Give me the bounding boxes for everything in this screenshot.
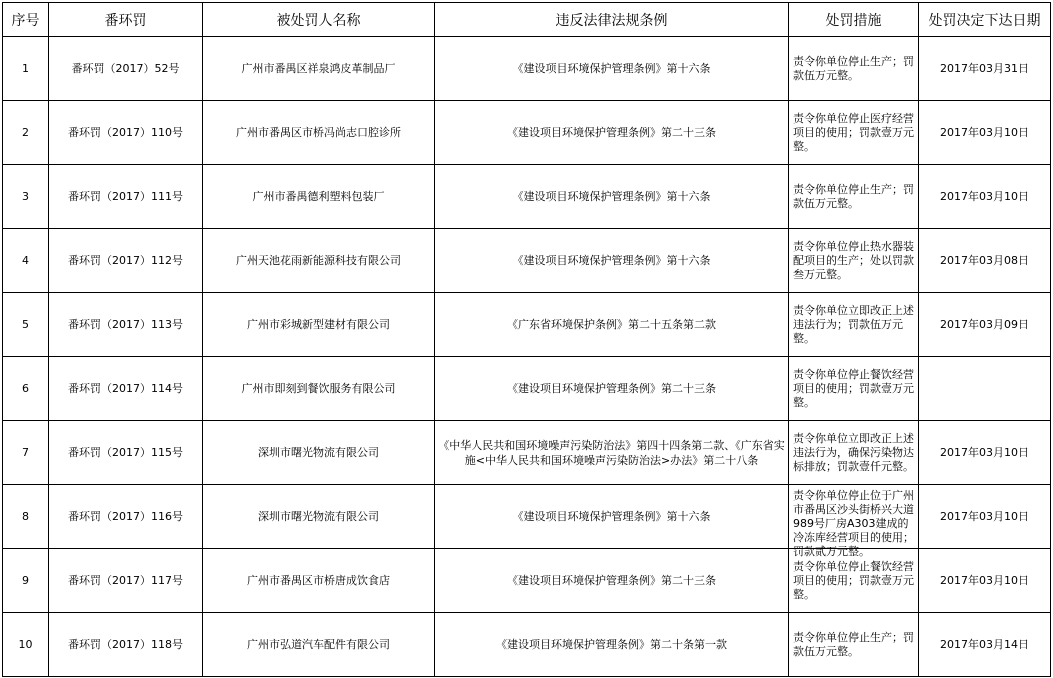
cell-name[interactable]: 广州市番禺区市桥唐成饮食店 (203, 549, 435, 613)
cell-measure[interactable] (789, 485, 919, 558)
cell-no[interactable]: 4 (3, 229, 49, 293)
cell-code[interactable]: 番环罚（2017）116号 (49, 485, 203, 549)
cell-name[interactable]: 广州市番禺区市桥冯尚志口腔诊所 (203, 101, 435, 165)
cell-name[interactable]: 广州天池花雨新能源科技有限公司 (203, 229, 435, 293)
cell-law[interactable]: 《建设项目环境保护管理条例》第十六条 (435, 165, 789, 229)
measure-text: 责令你单位立即改正上述违法行为；罚款伍万元整。 (793, 303, 914, 345)
cell-code[interactable]: 番环罚（2017）118号 (49, 613, 203, 677)
cell-measure[interactable] (789, 101, 919, 165)
table-row (3, 357, 1051, 421)
header-cell-law[interactable]: 违反法律法规条例 (435, 3, 789, 37)
table-row (3, 165, 1051, 229)
cell-date[interactable]: 2017年03月14日 (919, 613, 1051, 677)
cell-law[interactable]: 《中华人民共和国环境噪声污染防治法》第四十四条第二款、《广东省实施<中华人民共和国环境噪声污染防治法>办法》第二十八条 (435, 421, 789, 485)
measure-text: 责令你单位停止生产；罚款伍万元整。 (793, 182, 914, 210)
cell-measure[interactable] (789, 421, 919, 485)
cell-date[interactable]: 2017年03月10日 (919, 165, 1051, 229)
cell-law[interactable]: 《建设项目环境保护管理条例》第二十三条 (435, 101, 789, 165)
cell-law[interactable]: 《建设项目环境保护管理条例》第二十三条 (435, 549, 789, 613)
cell-name[interactable]: 广州市即刻到餐饮服务有限公司 (203, 357, 435, 421)
table-row (3, 293, 1051, 357)
cell-name[interactable]: 深圳市曙光物流有限公司 (203, 485, 435, 549)
cell-law[interactable]: 《建设项目环境保护管理条例》第二十三条 (435, 357, 789, 421)
header-cell-name[interactable]: 被处罚人名称 (203, 3, 435, 37)
cell-date[interactable]: 2017年03月31日 (919, 37, 1051, 101)
cell-code[interactable]: 番环罚（2017）52号 (49, 37, 203, 101)
cell-code[interactable]: 番环罚（2017）113号 (49, 293, 203, 357)
penalty-table (2, 2, 1051, 677)
cell-measure[interactable] (789, 229, 919, 293)
cell-date[interactable] (919, 357, 1051, 421)
measure-text: 责令你单位停止生产；罚款伍万元整。 (793, 630, 914, 658)
cell-law[interactable]: 《广东省环境保护条例》第二十五条第二款 (435, 293, 789, 357)
cell-date[interactable]: 2017年03月10日 (919, 549, 1051, 613)
cell-name[interactable]: 广州市弘道汽车配件有限公司 (203, 613, 435, 677)
table-row (3, 421, 1051, 485)
cell-no[interactable]: 5 (3, 293, 49, 357)
cell-no[interactable]: 1 (3, 37, 49, 101)
cell-no[interactable]: 8 (3, 485, 49, 549)
cell-no[interactable]: 6 (3, 357, 49, 421)
cell-law[interactable]: 《建设项目环境保护管理条例》第二十条第一款 (435, 613, 789, 677)
table-row (3, 37, 1051, 101)
measure-text: 责令你单位停止生产；罚款伍万元整。 (793, 54, 914, 82)
cell-code[interactable]: 番环罚（2017）114号 (49, 357, 203, 421)
cell-date[interactable]: 2017年03月09日 (919, 293, 1051, 357)
cell-measure[interactable] (789, 293, 919, 357)
cell-law[interactable]: 《建设项目环境保护管理条例》第十六条 (435, 485, 789, 549)
header-cell-date[interactable]: 处罚决定下达日期 (919, 3, 1051, 37)
header-row (3, 3, 1051, 37)
cell-measure[interactable] (789, 37, 919, 101)
cell-code[interactable]: 番环罚（2017）115号 (49, 421, 203, 485)
cell-code[interactable]: 番环罚（2017）111号 (49, 165, 203, 229)
cell-measure[interactable] (789, 613, 919, 677)
cell-law[interactable]: 《建设项目环境保护管理条例》第十六条 (435, 229, 789, 293)
table-row (3, 485, 1051, 549)
cell-code[interactable]: 番环罚（2017）112号 (49, 229, 203, 293)
cell-name[interactable]: 广州市番禺区祥泉鸿皮革制品厂 (203, 37, 435, 101)
cell-date[interactable]: 2017年03月10日 (919, 485, 1051, 549)
table-row (3, 549, 1051, 613)
table-row (3, 613, 1051, 677)
header-cell-code[interactable]: 番环罚 (49, 3, 203, 37)
header-cell-measure[interactable]: 处罚措施 (789, 3, 919, 37)
measure-text: 责令你单位停止餐饮经营项目的使用；罚款壹万元整。 (793, 559, 914, 601)
table-row (3, 229, 1051, 293)
cell-no[interactable]: 9 (3, 549, 49, 613)
cell-name[interactable]: 广州市彩城新型建材有限公司 (203, 293, 435, 357)
measure-text: 责令你单位停止餐饮经营项目的使用；罚款壹万元整。 (793, 367, 914, 409)
cell-no[interactable]: 7 (3, 421, 49, 485)
cell-name[interactable]: 深圳市曙光物流有限公司 (203, 421, 435, 485)
cell-date[interactable]: 2017年03月10日 (919, 421, 1051, 485)
cell-no[interactable]: 10 (3, 613, 49, 677)
header-cell-no[interactable]: 序号 (3, 3, 49, 37)
measure-text: 责令你单位停止医疗经营项目的使用；罚款壹万元整。 (793, 111, 914, 153)
cell-measure[interactable] (789, 357, 919, 421)
cell-date[interactable]: 2017年03月10日 (919, 101, 1051, 165)
cell-code[interactable]: 番环罚（2017）110号 (49, 101, 203, 165)
cell-date[interactable]: 2017年03月08日 (919, 229, 1051, 293)
measure-text: 责令你单位立即改正上述违法行为，确保污染物达标排放；罚款壹仟元整。 (793, 431, 914, 473)
cell-code[interactable]: 番环罚（2017）117号 (49, 549, 203, 613)
cell-no[interactable]: 2 (3, 101, 49, 165)
measure-text: 责令你单位停止热水器装配项目的生产；处以罚款叁万元整。 (793, 239, 914, 281)
cell-no[interactable]: 3 (3, 165, 49, 229)
cell-name[interactable]: 广州市番禺德利塑料包装厂 (203, 165, 435, 229)
table-row (3, 101, 1051, 165)
cell-measure[interactable] (789, 165, 919, 229)
measure-text: 责令你单位停止位于广州市番禺区沙头街桥兴大道989号厂房A303建成的冷冻库经营项目的使用；罚款贰万元整。 (793, 488, 914, 558)
cell-law[interactable]: 《建设项目环境保护管理条例》第十六条 (435, 37, 789, 101)
